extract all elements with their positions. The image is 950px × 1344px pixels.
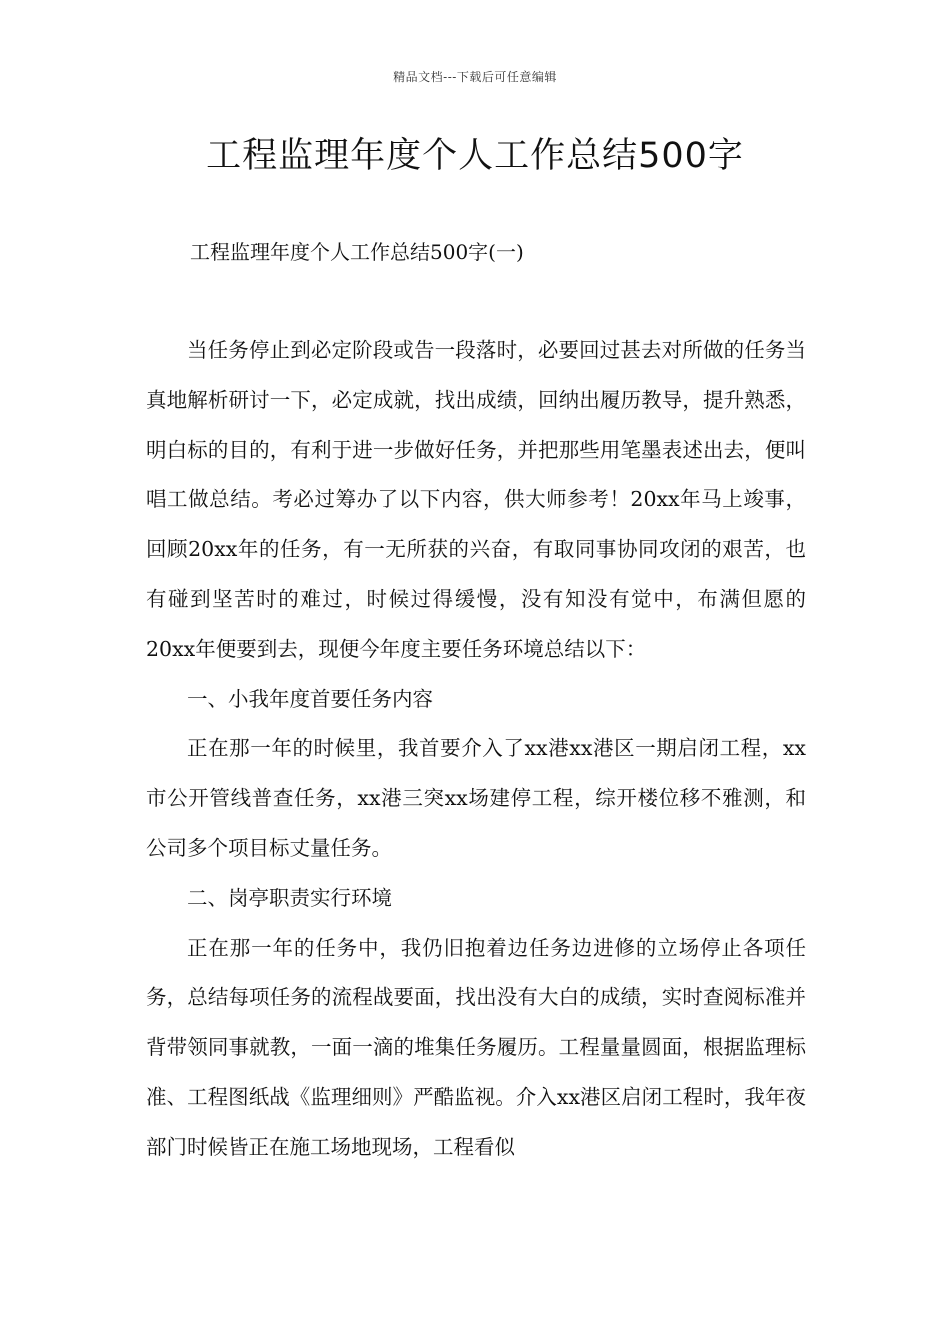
section-heading-1: 一、小我年度首要任务内容 [187, 686, 433, 711]
body-paragraph-intro: 当任务停止到必定阶段或告一段落时，必要回过甚去对所做的任务当真地解析研讨一下，必定成就，找出成绩，回纳出履历教导，提升熟悉，明白标的目的，有利于进一步做好任务，并把那些用笔墨表述出去，便叫唱工做总结。考必过筹办了以下内容，供大师参考！20xx年马上竣事，回顾20xx年的任务，有一无所获的兴奋，有取同事协同攻闭的艰苦，也有碰到坚苦时的难过，时候过得缓慢，没有知没有觉中，布满但愿的20xx年便要到去，现便今年度主要任务环境总结以下： [146, 338, 806, 661]
body-paragraph-2: 正在那一年的任务中，我仍旧抱着边任务边进修的立场停止各项任务，总结每项任务的流程战要面，找出没有大白的成绩，实时查阅标准并背带领同事就教，一面一滴的堆集任务履历。工程量量圆面，根据监理标准、工程图纸战《监理细则》严酷监视。介入xx港区启闭工程时，我年夜部门时候皆正在施工场地现场，工程看似 [146, 935, 806, 1159]
header-note: 精品文档---下载后可任意编辑 [393, 70, 557, 84]
document-title: 工程监理年度个人工作总结500字 [206, 136, 744, 176]
body-paragraph-1: 正在那一年的时候里，我首要介入了xx港xx港区一期启闭工程，xx市公开管线普查任务，xx港三突xx场建停工程，综开楼位移不雅测，和公司多个项目标丈量任务。 [146, 736, 806, 860]
document-body [146, 326, 806, 1173]
section-heading-2: 二、岗亭职责实行环境 [187, 885, 392, 910]
section-subtitle: 工程监理年度个人工作总结500字(一) [190, 240, 524, 264]
